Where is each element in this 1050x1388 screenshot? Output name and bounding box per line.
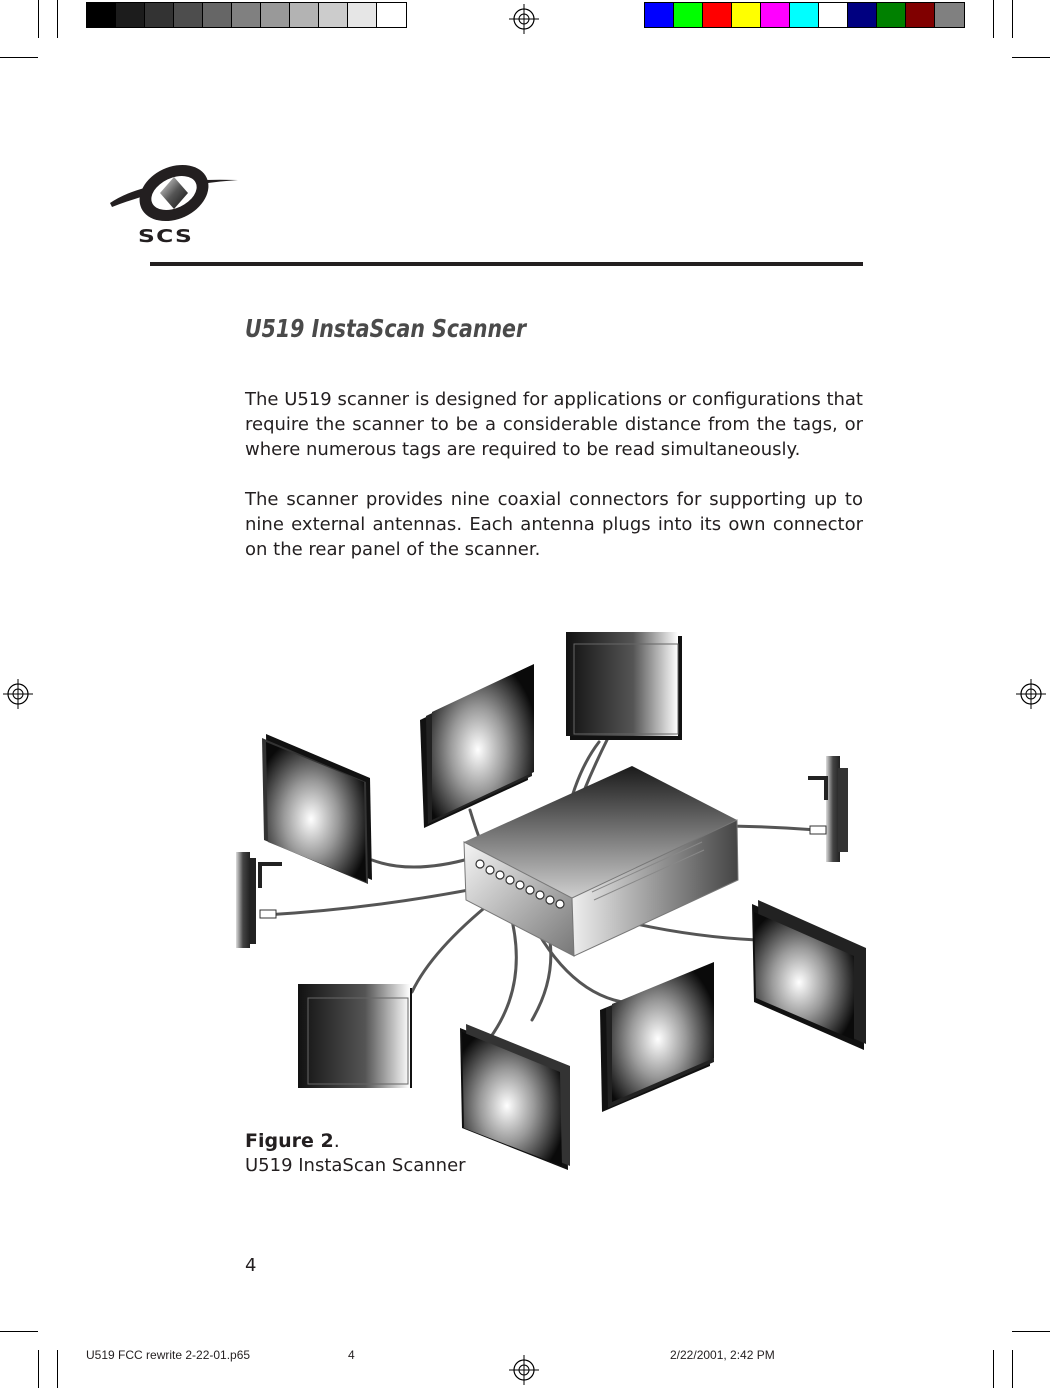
- crop-mark: [993, 1350, 994, 1388]
- color-swatch: [790, 3, 819, 27]
- crop-mark: [1012, 1350, 1013, 1388]
- gray-swatch: [174, 3, 203, 27]
- header-rule: [150, 262, 863, 266]
- figure-label: Figure 2.: [245, 1130, 340, 1152]
- color-swatch: [674, 3, 703, 27]
- registration-mark-icon: [509, 4, 539, 34]
- section-title: U519 InstaScan Scanner: [245, 314, 527, 343]
- gray-swatch: [377, 3, 406, 27]
- crop-mark: [38, 1350, 39, 1388]
- registration-mark-icon: [509, 1355, 539, 1385]
- body-paragraph: The scanner provides nine coaxial connectors for supporting up to nine external antennas. Each antenna plugs into its own connector on the rear panel of the scanner.: [245, 489, 863, 560]
- gray-swatch: [87, 3, 116, 27]
- gray-swatch: [116, 3, 145, 27]
- body-paragraph: The U519 scanner is designed for applications or configurations that require the scanner to be a considerable distance from the tags, or where numerous tags are required to be read simultaneously.: [245, 389, 863, 460]
- crop-mark: [57, 1350, 58, 1388]
- color-swatch: [761, 3, 790, 27]
- process-color-bar: [644, 2, 965, 28]
- slug-page: 4: [348, 1348, 355, 1362]
- gray-swatch: [261, 3, 290, 27]
- color-swatch: [645, 3, 674, 27]
- crop-mark: [1012, 0, 1013, 38]
- crop-mark: [57, 0, 58, 38]
- slug-filename: U519 FCC rewrite 2-22-01.p65: [86, 1348, 251, 1362]
- color-swatch: [906, 3, 935, 27]
- crop-mark: [993, 0, 994, 38]
- color-swatch: [703, 3, 732, 27]
- gray-swatch: [290, 3, 319, 27]
- slug-datetime: 2/22/2001, 2:42 PM: [670, 1348, 775, 1362]
- registration-mark-icon: [1016, 679, 1046, 709]
- color-swatch: [732, 3, 761, 27]
- crop-mark: [0, 1331, 38, 1332]
- gray-swatch: [145, 3, 174, 27]
- crop-mark: [1012, 57, 1050, 58]
- gray-swatch: [203, 3, 232, 27]
- scanner-antenna-illustration: [232, 630, 866, 1175]
- crop-mark: [1012, 1331, 1050, 1332]
- color-swatch: [819, 3, 848, 27]
- color-swatch: [848, 3, 877, 27]
- color-swatch: [935, 3, 964, 27]
- registration-mark-icon: [3, 679, 33, 709]
- figure-caption: U519 InstaScan Scanner: [245, 1155, 466, 1176]
- crop-mark: [38, 0, 39, 38]
- crop-mark: [0, 57, 38, 58]
- color-swatch: [877, 3, 906, 27]
- logo-wordmark: SCS: [138, 226, 194, 247]
- gray-swatch: [319, 3, 348, 27]
- grayscale-color-bar: [86, 2, 407, 28]
- gray-swatch: [348, 3, 377, 27]
- gray-swatch: [232, 3, 261, 27]
- page-number: 4: [245, 1255, 257, 1276]
